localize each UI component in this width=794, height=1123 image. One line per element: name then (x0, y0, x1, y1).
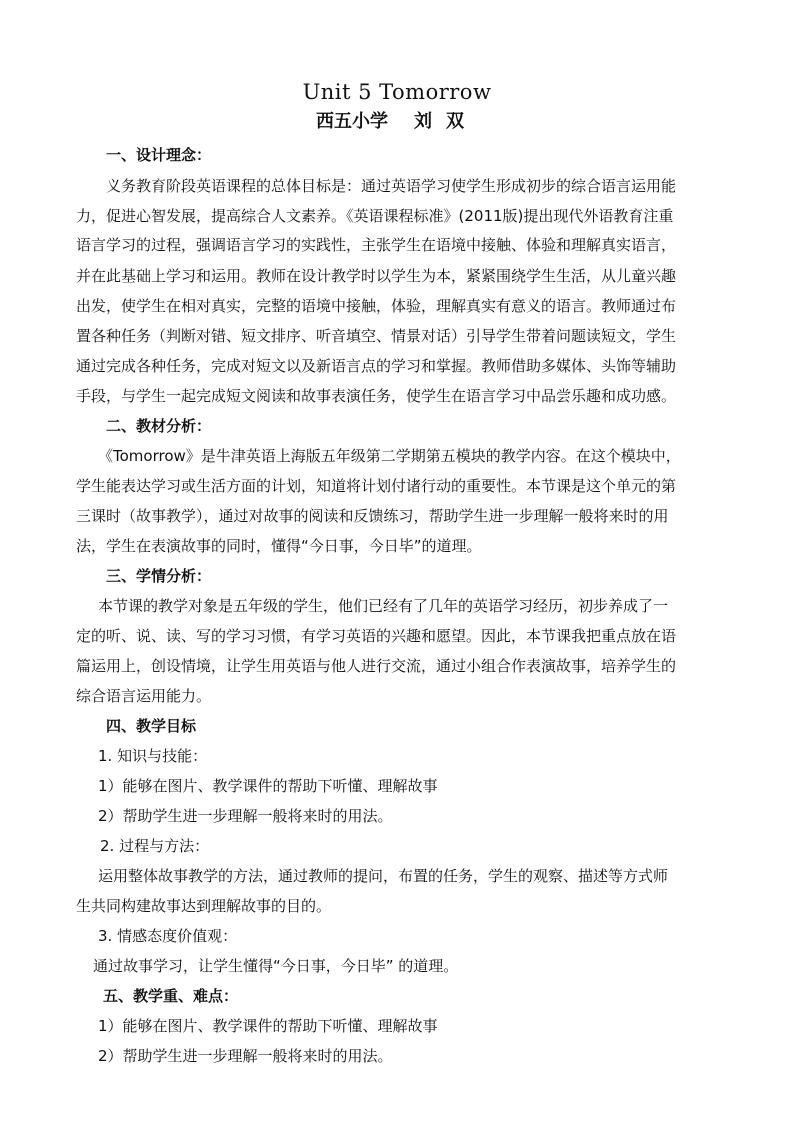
heading-teaching-objectives: 四、教学目标 (106, 717, 197, 735)
paragraph-line: 义务教育阶段英语课程的总体目标是：通过英语学习使学生形成初步的综合语言运用能 (106, 177, 677, 195)
paragraph-line: 手段，与学生一起完成短文阅读和故事表演任务，使学生在语言学习中品尝乐趣和成功感。 (76, 387, 677, 405)
heading-key-difficult-points: 五、教学重、难点： (103, 987, 239, 1005)
list-item: 2）帮助学生进一步理解一般将来时的用法。 (98, 807, 393, 825)
document-title: Unit 5 Tomorrow (302, 80, 492, 104)
school-name: 西五小学 (316, 111, 388, 132)
paragraph-line: 学生能表达学习或生活方面的计划，知道将计划付诸行动的重要性。本节课是这个单元的第 (76, 477, 677, 495)
paragraph-line: 法，学生在表演故事的同时，懂得“今日事，今日毕”的道理。 (76, 537, 482, 555)
paragraph-line: 篇运用上，创设情境，让学生用英语与他人进行交流，通过小组合作表演故事，培养学生的 (76, 657, 677, 675)
subheading-process-methods: 2. 过程与方法： (100, 837, 210, 855)
list-item: 1）能够在图片、教学课件的帮助下听懂、理解故事 (98, 1017, 438, 1035)
list-item: 1）能够在图片、教学课件的帮助下听懂、理解故事 (98, 777, 438, 795)
paragraph-line: 《Tomorrow》是牛津英语上海版五年级第二学期第五模块的教学内容。在这个模块中， (98, 447, 681, 465)
paragraph-line: 力，促进心智发展，提高综合人文素养。《英语课程标准》(2011版)提出现代外语教育注重 (76, 207, 674, 225)
paragraph-line: 三课时（故事教学），通过对故事的阅读和反馈练习，帮助学生进一步理解一般将来时的用 (76, 507, 669, 525)
paragraph-line: 出发，使学生在相对真实，完整的语境中接触，体验，理解真实有意义的语言。教师通过布 (76, 297, 677, 315)
paragraph-line: 定的听、说、读、写的学习习惯，有学习英语的兴趣和愿望。因此，本节课我把重点放在语 (76, 627, 677, 645)
paragraph-line: 通过故事学习，让学生懂得“今日事，今日毕” 的道理。 (93, 957, 459, 975)
list-item: 2）帮助学生进一步理解一般将来时的用法。 (98, 1047, 393, 1065)
author-name: 刘双 (414, 111, 478, 132)
paragraph-line: 生共同构建故事达到理解故事的目的。 (76, 897, 332, 915)
paragraph-line: 通过完成各种任务，完成对短文以及新语言点的学习和掌握。教师借助多媒体、头饰等辅助 (76, 357, 677, 375)
heading-material-analysis: 二、教材分析： (106, 417, 212, 435)
subheading-knowledge-skills: 1. 知识与技能： (98, 747, 208, 765)
paragraph-line: 综合语言运用能力。 (76, 687, 212, 705)
heading-design-concept: 一、设计理念： (106, 146, 212, 164)
paragraph-line: 运用整体故事教学的方法，通过教师的提问，布置的任务，学生的观察、描述等方式师 (98, 867, 669, 885)
paragraph-line: 置各种任务（判断对错、短文排序、听音填空、情景对话）引导学生带着问题读短文，学生 (76, 327, 677, 345)
subheading-emotional-values: 3. 情感态度价值观： (98, 927, 238, 945)
paragraph-line: 并在此基础上学习和运用。教师在设计教学时以学生为本，紧紧围绕学生生活，从儿童兴趣 (76, 267, 677, 285)
paragraph-line: 本节课的教学对象是五年级的学生，他们已经有了几年的英语学习经历，初步养成了一 (98, 597, 669, 615)
paragraph-line: 语言学习的过程，强调语言学习的实践性，主张学生在语境中接触、体验和理解真实语言， (76, 236, 677, 254)
author-line (0, 108, 794, 136)
heading-student-analysis: 三、学情分析： (106, 567, 212, 585)
